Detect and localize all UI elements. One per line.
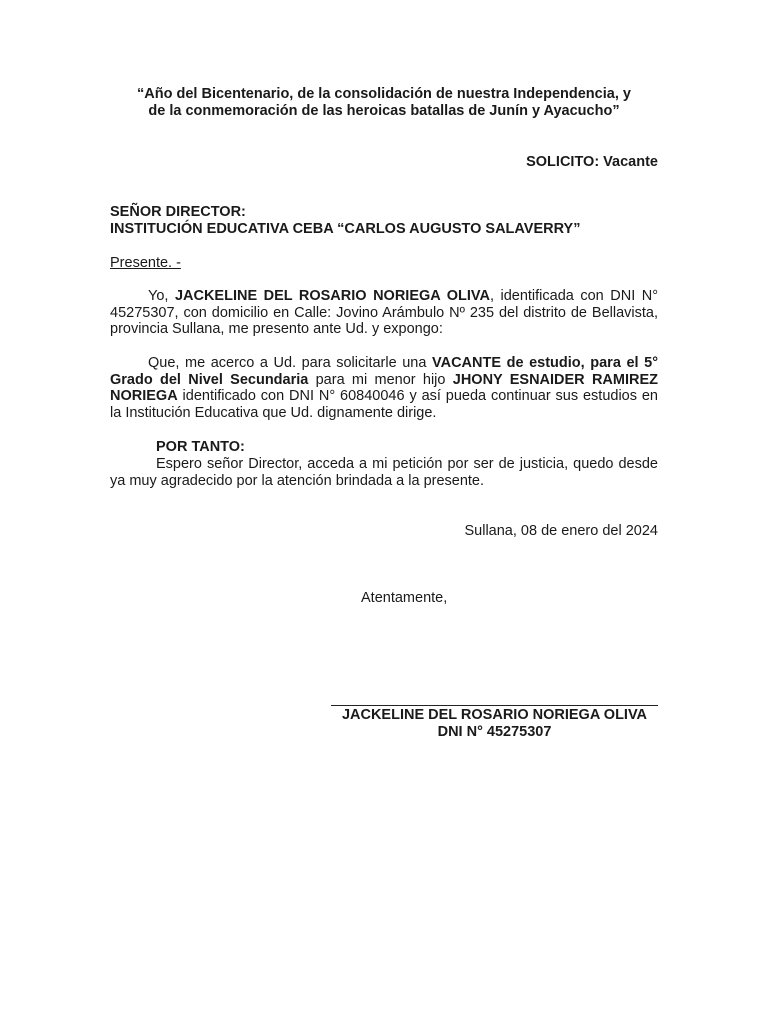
- presente-text: Presente. -: [110, 255, 181, 271]
- para2-prefix: Que, me acerco a Ud. para solicitarle una: [148, 355, 433, 371]
- paragraph-introduction: [110, 288, 658, 338]
- solicito-line: SOLICITO: Vacante: [526, 154, 658, 170]
- addressee-title: SEÑOR DIRECTOR:: [110, 204, 246, 220]
- para2-son-name: JHONY ESNAIDER RAMIREZ NORIEGA: [110, 371, 658, 404]
- signature-dni: DNI N° 45275307: [437, 724, 552, 740]
- para2-vacancy: VACANTE de estudio, para el 5° Grado del Nivel Secundaria: [110, 355, 659, 388]
- para1-rest: , identificada con DNI N° 45275307, con domicilio en Calle: Jovino Arámbulo Nº 235 del distrito de Bellavista, provincia Sullana, me presento ante Ud. y expongo:: [110, 288, 658, 337]
- para2-mid: para mi menor hijo: [308, 371, 453, 388]
- heading: [110, 86, 658, 119]
- presente-line: [110, 255, 658, 272]
- date-line: Sullana, 08 de enero del 2024: [464, 523, 658, 539]
- paragraph-request: [110, 355, 658, 421]
- para1-prefix: Yo,: [148, 288, 175, 304]
- closing-text: Atentamente,: [361, 590, 448, 606]
- addressee-institution: INSTITUCIÓN EDUCATIVA CEBA “CARLOS AUGUSTO SALAVERRY”: [110, 220, 581, 237]
- signature-line: [331, 705, 658, 706]
- para1-name: JACKELINE DEL ROSARIO NORIEGA OLIVA: [174, 288, 490, 304]
- addressee: [110, 204, 658, 237]
- por-tanto-title: POR TANTO:: [156, 439, 245, 455]
- paragraph-conclusion: Espero señor Director, acceda a mi petición por ser de justicia, quedo desde ya muy agradecido por la atención brindada a la presente.: [110, 456, 658, 489]
- heading-line-1: “Año del Bicentenario, de la consolidación de nuestra Independencia, y: [137, 86, 631, 102]
- signature-name: JACKELINE DEL ROSARIO NORIEGA OLIVA: [341, 707, 648, 723]
- para2-rest: identificado con DNI N° 60840046 y así pueda continuar sus estudios en la Institución Educativa que Ud. dignamente dirige.: [110, 388, 658, 421]
- heading-line-2: de la conmemoración de las heroicas batallas de Junín y Ayacucho”: [148, 102, 620, 119]
